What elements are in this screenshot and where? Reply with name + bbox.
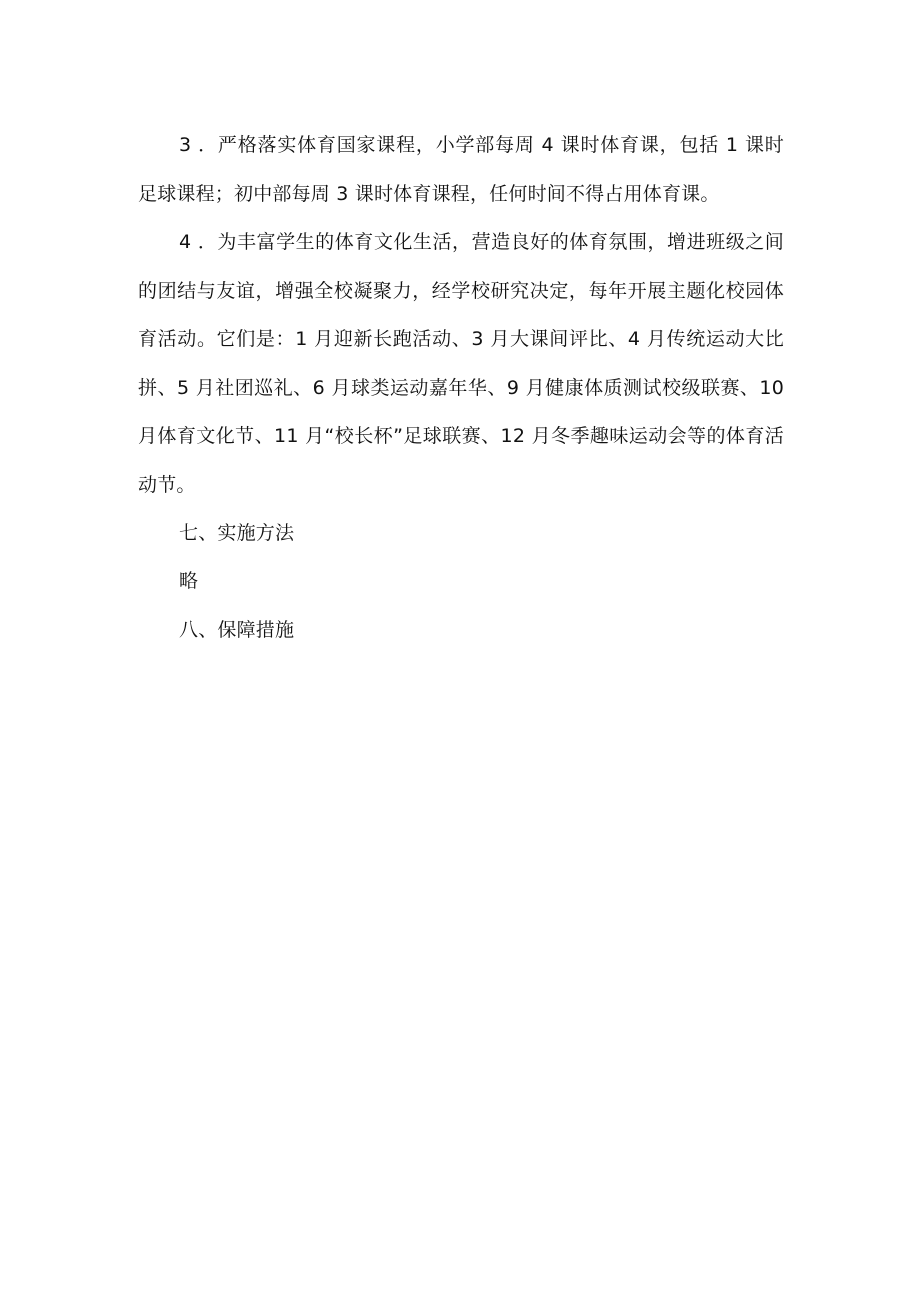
section-heading-implementation-method: 七、实施方法 xyxy=(179,522,295,544)
paragraph-item-4: 4 ．为丰富学生的体育文化生活，营造良好的体育氛围，增进班级之间的团结与友谊，增强全校凝聚力，经学校研究决定，每年开展主题化校园体育活动。它们是：1 月迎新长跑活动、3 月大课间评比、4 月传统运动大比拼、5 月社团巡礼、6 月球类运动嘉年华、9 月健康体质测试校级联赛、10 月体育文化节、11 月“校长杯”足球联赛、12 月冬季趣味运动会等的体育活动节。 xyxy=(138,231,784,496)
section-heading-safeguard-measures: 八、保障措施 xyxy=(179,619,295,641)
section-body-omitted: 略 xyxy=(179,570,199,592)
paragraph-item-3: 3 ．严格落实体育国家课程，小学部每周 4 课时体育课，包括 1 课时足球课程；初中部每周 3 课时体育课程，任何时间不得占用体育课。 xyxy=(138,134,784,205)
